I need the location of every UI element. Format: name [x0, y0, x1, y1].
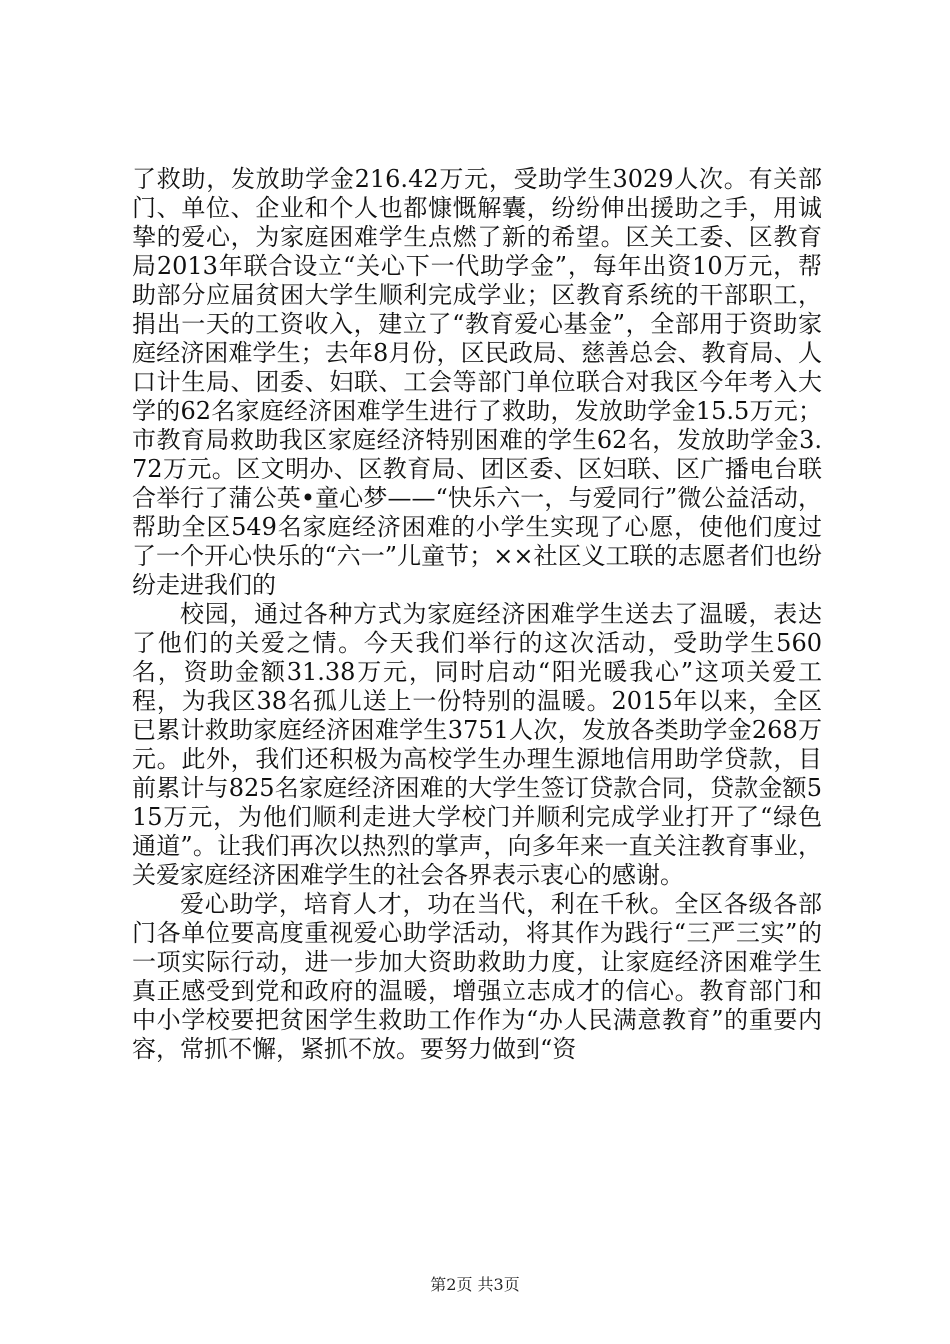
paragraph-2: 校园，通过各种方式为家庭经济困难学生送去了温暖，表达了他们的关爱之情。今天我们举行的这次活动，受助学生560名，资助金额31.38万元，同时启动“阳光暖我心”这项关爱工程，为我区38名孤儿送上一份特别的温暖。2015年以来，全区已累计救助家庭经济困难学生3751人次，发放各类助学金268万元。此外，我们还积极为高校学生办理生源地信用助学贷款，目前累计与825名家庭经济困难的大学生签订贷款合同，贷款金额515万元，为他们顺利走进大学校门并顺利完成学业打开了“绿色通道”。让我们再次以热烈的掌声，向多年来一直关注教育事业，关爱家庭经济困难学生的社会各界表示衷心的感谢。 — [132, 600, 822, 889]
paragraph-3: 爱心助学，培育人才，功在当代，利在千秋。全区各级各部门各单位要高度重视爱心助学活动，将其作为践行“三严三实”的一项实际行动，进一步加大资助救助力度，让家庭经济困难学生真正感受到党和政府的温暖，增强立志成才的信心。教育部门和中小学校要把贫困学生救助工作作为“办人民满意教育”的重要内容，常抓不懈，紧抓不放。要努力做到“资 — [132, 890, 822, 1063]
page-footer: 第2页 共3页 — [430, 1275, 520, 1294]
document-body — [132, 165, 822, 1064]
paragraph-1: 了救助，发放助学金216.42万元，受助学生3029人次。有关部门、单位、企业和个人也都慷慨解囊，纷纷伸出援助之手，用诚挚的爱心，为家庭困难学生点燃了新的希望。区关工委、区教育局2013年联合设立“关心下一代助学金”，每年出资10万元，帮助部分应届贫困大学生顺利完成学业；区教育系统的干部职工，捐出一天的工资收入，建立了“教育爱心基金”，全部用于资助家庭经济困难学生；去年8月份，区民政局、慈善总会、教育局、人口计生局、团委、妇联、工会等部门单位联合对我区今年考入大学的62名家庭经济困难学生进行了救助，发放助学金15.5万元；市教育局救助我区家庭经济特别困难的学生62名，发放助学金3.72万元。区文明办、区教育局、团区委、区妇联、区广播电台联合举行了蒲公英•童心梦——“快乐六一，与爱同行”微公益活动，帮助全区549名家庭经济困难的小学生实现了心愿，使他们度过了一个开心快乐的“六一”儿童节；××社区义工联的志愿者们也纷纷走进我们的 — [132, 165, 822, 599]
